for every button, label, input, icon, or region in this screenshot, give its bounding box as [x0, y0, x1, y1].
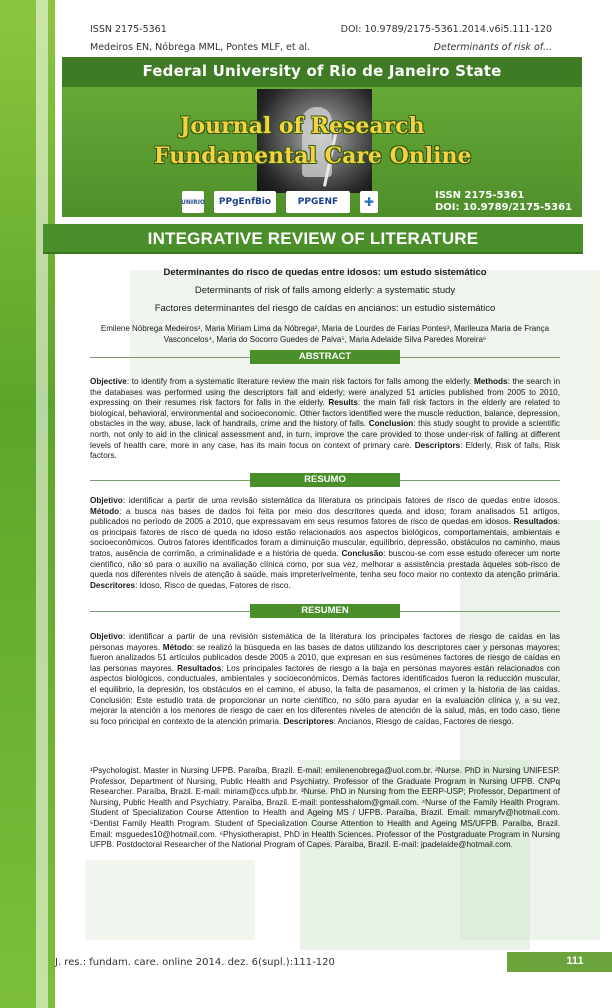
resumo-conclusion: : buscou-se com esse estudo oferecer um norte científico, não só para o auxílio na avaliação clínica como, por sua vez, melhorar a assistência prestada àqueles sob-risco de queda nos diferentes níveis de atenção à saúde, mais impreterivelmente, tenha seu foco maior no contexto da atenção primária. [90, 548, 561, 580]
abstract-conclusion: : this study sought to provide a scientific north, not only to aid in the clinical assessment and, in turn, improve the care provided to those under-risk of falling at different levels of health care, more in any case, has its main focus on context of primary care. [90, 419, 560, 450]
abstract-descriptors: : Elderly, Risk of falls, Risk factors. [90, 440, 560, 461]
banner-journal-line1: Journal of Research [180, 113, 425, 139]
resumen-header [90, 604, 560, 618]
resumo-results: : os principais fatores de risco de queda no idoso estão relacionados aos aspectos biológicos, comportamentais, ambientais e socioeconômicos. Outros fatores identificados foram a diminuição muscular, equilíbrio, depressão, obstáculos no caminho, maus tratos, ausência de corrimão, a criminalidade e a história de queda. [90, 517, 560, 558]
abstract-methods: : the search in the databases was performed using the descriptors fall and elderly; were analyzed 51 articles published from 2005 to 2010, expressing on their resumes risk factors for falls in the elderly. [90, 377, 561, 408]
abstract-results: : the main fall risk factors in the elderly are related to biological, behavioral, environmental and socioeconomic. Other factors identified were the muscle reduction, balance, depression, obstacles in the way, abuse, lack of handrails, crime and the history of falls. [90, 398, 560, 429]
decorative-block [85, 860, 255, 940]
banner-doi: DOI: 10.9789/2175-5361 [434, 202, 572, 213]
resumo-text [90, 496, 560, 591]
resumo-descriptors: : Idoso, Risco de quedas, Fatores de risco. [135, 580, 291, 590]
resumo-objective-label: Objetivo [90, 496, 123, 505]
cross-logo: ✚ [360, 191, 378, 213]
resumo-descriptors-label: Descritores [90, 580, 136, 590]
header-issn: ISSN 2175-5361 [90, 24, 167, 35]
resumo-conclusion-label: Conclusão [341, 548, 384, 558]
abstract-conclusion-label: Conclusion [368, 419, 414, 429]
title-english: Determinants of risk of falls among elderly: a systematic study [194, 285, 456, 296]
resumo-results-label: Resultados [513, 517, 558, 527]
abstract-methods-label: Methods [473, 377, 508, 386]
resumen-descriptors: : Ancianos, Riesgo de caídas, Factores de riesgo. [333, 716, 514, 726]
unirio-logo: UNIRIO [182, 191, 204, 213]
section-label-bar [43, 224, 583, 254]
resumo-methods: : a busca nas bases de dados foi feita por meio dos descritores queda and idoso; foram analisados 51 artigos, publicados no período de 2005 a 2010, que expressavam em seus resumos fatores de risco de quedas em idosos. [90, 506, 560, 527]
resumen-results-label: Resultados [177, 663, 222, 673]
title-portuguese: Determinantes do risco de quedas entre idosos: um estudo sistemático [163, 267, 487, 278]
title-spanish: Factores determinantes del riesgo de caídas en ancianos: un estudio sistemático [154, 303, 496, 314]
header-doi[interactable]: DOI: 10.9789/2175-5361.2014.v6i5.111-120 [340, 24, 552, 35]
ppgenfbio-logo: PPgEnfBio [214, 191, 276, 213]
footer-citation: J. res.: fundam. care. online 2014. dez. 6(supl.):111-120 [55, 957, 335, 968]
abstract-descriptors-label: Descriptors [414, 440, 461, 450]
resumen-results: : Los principales factores de riesgo a la baja en personas mayores están relacionados con aspectos biológicos, conductuales, ambientales y socioeconómicos. Demás factores identificados fueron la reducción muscular, el equilibrio, la depresión, los obstáculos en el camino, el abuso, la falta de pasamanos, el crimen y la historia de las caídas. Conclusión: Este estudio trata de proporcionar un norte científico, no sólo para ayudar en la evaluación clínica y, a su vez, mejorar la atención a los menores de riesgo de caer en los diferentes niveles de atención de la salud, más, en todo caso, tiene su foco principal en contexto de la atención primaria. [90, 663, 560, 726]
banner-journal-line2: Fundamental Care Online [154, 143, 472, 169]
footer [55, 952, 595, 974]
banner-issn-doi [435, 190, 572, 214]
resumo-methods-label: Método [90, 506, 120, 516]
ppgenf-logo: PPGENF [286, 191, 350, 213]
page-number: 111 [566, 955, 584, 967]
header-running-title: Determinants of risk of... [433, 42, 552, 53]
page-number-box [507, 952, 612, 972]
abstract-text [90, 377, 560, 462]
abstract-heading: ABSTRACT [250, 350, 400, 364]
abstract-objective-label: Objective [90, 377, 127, 386]
resumen-methods-label: Método [162, 642, 192, 652]
section-label: INTEGRATIVE REVIEW OF LITERATURE [147, 229, 479, 248]
resumen-descriptors-label: Descriptores [283, 716, 334, 726]
banner-logos [182, 189, 378, 215]
journal-banner [62, 57, 582, 217]
banner-issn: ISSN 2175-5361 [434, 190, 525, 201]
author-list: Emilene Nóbrega Medeiros¹, Maria Miriam Lima da Nóbrega², Maria de Lourdes de Farias Pontes³, Marileuza Maria de França Vasconcelos⁴, Maria do Socorro Guedes de Paiva⁵, Maria Adelaide Silva Paredes Moreira⁶ [100, 324, 550, 344]
resumen-heading: RESUMEN [250, 604, 400, 618]
header-authors: Medeiros EN, Nóbrega MML, Pontes MLF, et al. [90, 42, 311, 53]
resumo-objective: : identificar a partir de uma revisão sistemática da literatura os principais fatores de risco de quedas entre idosos. [122, 496, 560, 505]
abstract-objective: : to identify from a systematic literature review the main risk factors for falls among the elderly. [126, 377, 474, 386]
abstract-header [90, 350, 560, 364]
resumen-objective-label: Objetivo [90, 632, 123, 641]
affiliations: ¹Psychologist. Master in Nursing UFPB. Paraíba, Brazil. E-mail: emilenenobrega@uol.com.br. ²Nurse. PhD in Nursing UNIFESP. Professor, Department of Nursing, Public Health and Psychiatry. Professor of the Graduate Program in Nursing UFPB. CNPq Researcher. Paraíba, Brazil. E-mail: miriam@ccs.ufpb.br. ³Nurse. PhD in Nursing from the EERP-USP; Professor, Department of Nursing, Public Health and Psychiatry. Paraíba, Brazil. E-mail: pontesshalom@gmail.com. ⁴Nurse of the Family Health Program. Student of Specialization Course Attention to Health and Ageing MS / UFPB. Paraíba, Brazil. Email: mmaryfv@hotmail.com. ⁵Dentist Family Health Program. Student of Specialization Course Attention to Health and Ageing MS/UFPB. Paraíba, Brazil. Email: msguedes10@hotmail.com. ⁶Physiotherapist, PhD in Health Sciences. Professor of the Postgraduate Program in Nursing UFPB. Postdoctoral Researcher of the National Program of Capes. Paraíba, Brazil. E-mail: jpadelaide@hotmail.com. [90, 766, 560, 850]
decorative-left-stripe [36, 0, 48, 1008]
banner-photo [257, 89, 372, 193]
resumen-methods: : se realizó la búsqueda en las bases de datos utilizando los descriptores caer y personas mayores; fueron analizados 51 artículos publicados desde 2005 a 2010, que expresan en sus resúmenes factores de riesgo de caídas en las personas mayores. [90, 642, 560, 673]
banner-university: Federal University of Rio de Janeiro State [142, 62, 502, 80]
resumen-objective: : identificar a partir de una revisión sistemática de la literatura los principales factores de riesgo de caídas en las personas mayores. [90, 632, 560, 652]
resumo-heading: RESUMO [250, 473, 400, 487]
abstract-results-label: Results [328, 398, 358, 408]
resumo-header [90, 473, 560, 487]
resumen-text [90, 632, 560, 727]
